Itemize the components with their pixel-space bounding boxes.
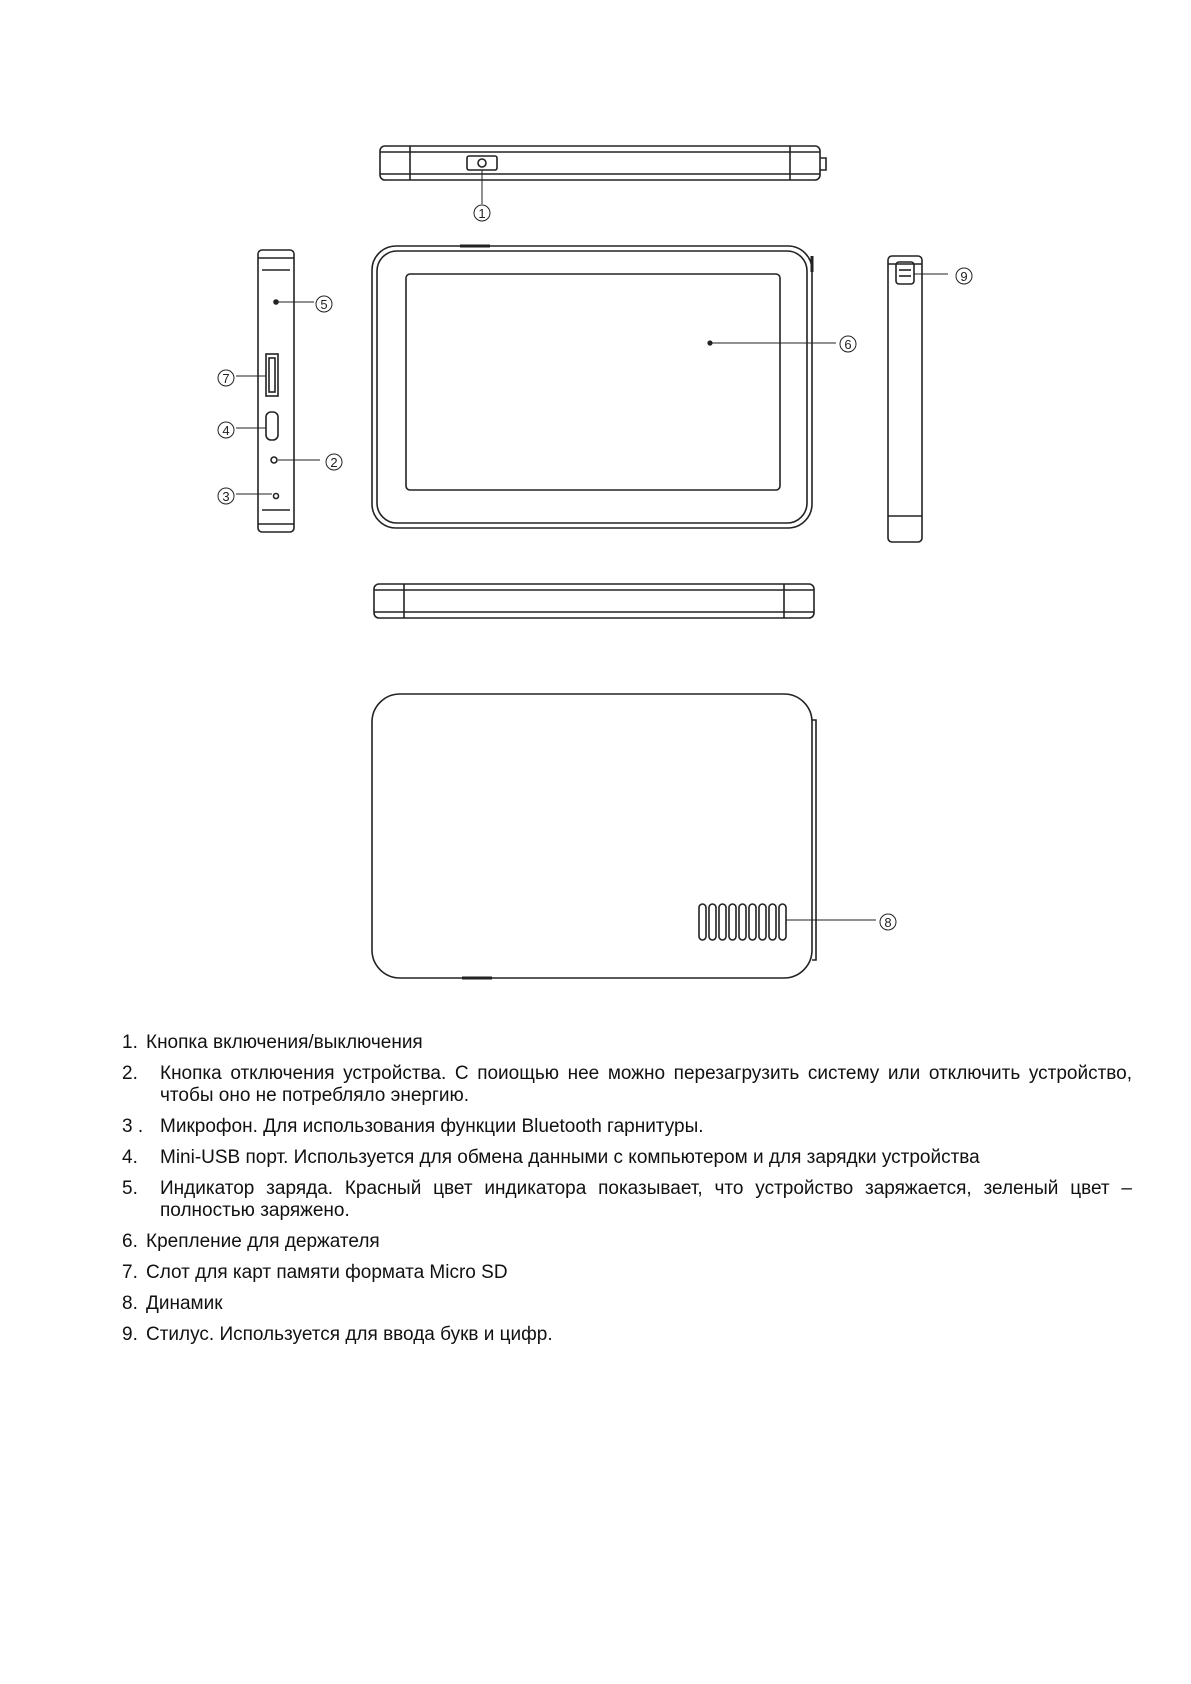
reset-button <box>271 457 277 463</box>
legend-number: 9. <box>122 1324 138 1345</box>
device-top-view <box>380 146 826 204</box>
device-front-view <box>372 246 836 528</box>
legend-number: 3 . <box>122 1116 144 1137</box>
callout-5: 5 <box>320 297 328 312</box>
legend-item <box>122 1178 1132 1222</box>
legend-text: Крепление для держателя <box>146 1231 380 1252</box>
stylus-slot <box>896 262 914 284</box>
device-left-view <box>258 250 294 532</box>
device-bottom-view <box>374 584 814 618</box>
legend-text: Mini-USB порт. Используется для обмена данными с компьютером и для зарядки устройства <box>160 1147 980 1168</box>
speaker-grille <box>699 904 786 940</box>
device-back-view <box>372 694 876 978</box>
legend-number: 2. <box>122 1063 138 1084</box>
legend-item <box>122 1293 1132 1315</box>
legend-item <box>122 1324 1132 1346</box>
legend-number: 1. <box>122 1032 138 1053</box>
microphone <box>274 494 279 499</box>
screen <box>406 274 780 490</box>
power-switch <box>467 156 497 170</box>
callout-9: 9 <box>960 269 968 284</box>
legend-text: Слот для карт памяти формата Micro SD <box>146 1262 508 1283</box>
callout-3: 3 <box>222 489 230 504</box>
callout-7: 7 <box>222 371 230 386</box>
legend-number: 8. <box>122 1293 138 1314</box>
legend-text: Кнопка включения/выключения <box>146 1032 423 1053</box>
legend-text: Кнопка отключения устройства. С поиощью нее можно перезагрузить систему или отключить устройство, чтобы оно не потребляло энергию. <box>160 1063 1132 1106</box>
legend-number: 6. <box>122 1231 138 1252</box>
legend-item <box>122 1032 1132 1054</box>
callout-4: 4 <box>222 423 230 438</box>
legend-item <box>122 1147 1132 1169</box>
device-right-view <box>888 256 948 542</box>
legend-item <box>122 1063 1132 1107</box>
microsd-slot <box>266 354 278 396</box>
legend-item <box>122 1231 1132 1253</box>
legend-text: Индикатор заряда. Красный цвет индикатора показывает, что устройство заряжается, зеленый цвет – полностью заряжено. <box>160 1178 1132 1221</box>
legend-item <box>122 1116 1132 1138</box>
callout-6: 6 <box>844 337 852 352</box>
legend-item <box>122 1262 1132 1284</box>
legend-number: 7. <box>122 1262 138 1283</box>
mini-usb-port <box>266 412 278 440</box>
legend-text: Динамик <box>146 1293 223 1314</box>
callout-1: 1 <box>478 206 486 221</box>
callout-2: 2 <box>330 455 338 470</box>
legend-text: Микрофон. Для использования функции Bluetooth гарнитуры. <box>160 1116 704 1137</box>
legend-text: Стилус. Используется для ввода букв и цифр. <box>146 1324 553 1345</box>
legend-number: 5. <box>122 1178 138 1199</box>
charge-indicator <box>274 300 278 304</box>
legend-number: 4. <box>122 1147 138 1168</box>
callout-8: 8 <box>884 915 892 930</box>
parts-legend <box>122 1032 1132 1355</box>
